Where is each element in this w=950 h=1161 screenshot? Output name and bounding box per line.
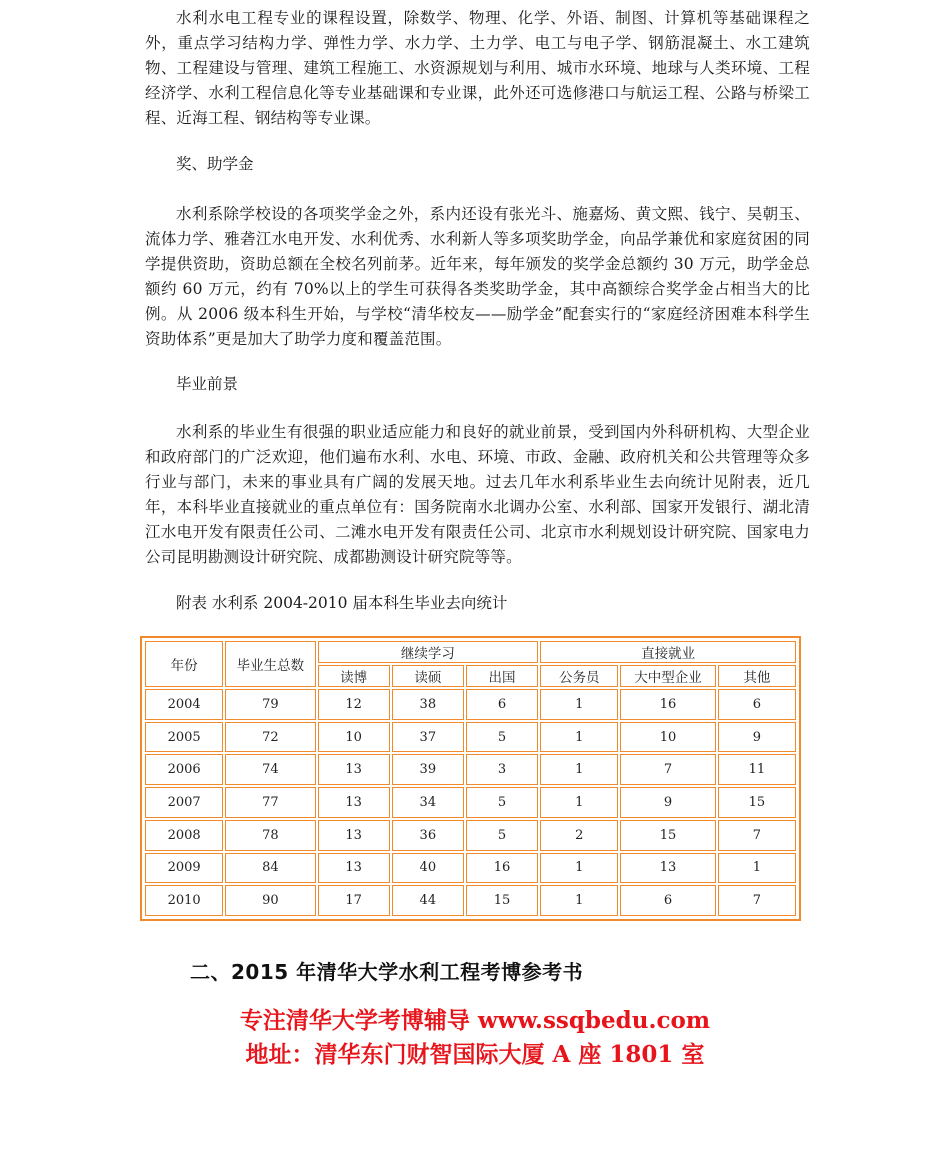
cell-total: 79 (225, 689, 315, 720)
cell-civil: 1 (540, 754, 618, 785)
cell-phd: 12 (318, 689, 390, 720)
cell-abroad: 5 (466, 820, 538, 851)
cell-master: 36 (392, 820, 464, 851)
cell-enterprise: 10 (620, 722, 715, 753)
cell-enterprise: 15 (620, 820, 715, 851)
header-phd: 读博 (318, 665, 390, 687)
table-row (145, 787, 796, 818)
cell-enterprise: 16 (620, 689, 715, 720)
cell-other: 11 (718, 754, 796, 785)
cell-master: 37 (392, 722, 464, 753)
cell-total: 74 (225, 754, 315, 785)
table-caption: 附表 水利系 2004-2010 届本科生毕业去向统计 (176, 594, 508, 612)
table-row (145, 689, 796, 720)
cell-abroad: 5 (466, 787, 538, 818)
header-group-study: 继续学习 (318, 641, 539, 663)
cell-phd: 17 (318, 885, 390, 916)
table-row (145, 885, 796, 916)
cell-master: 44 (392, 885, 464, 916)
cell-enterprise: 7 (620, 754, 715, 785)
cell-phd: 13 (318, 820, 390, 851)
cell-civil: 1 (540, 689, 618, 720)
header-master: 读硕 (392, 665, 464, 687)
cell-phd: 10 (318, 722, 390, 753)
cell-abroad: 15 (466, 885, 538, 916)
cell-civil: 1 (540, 787, 618, 818)
header-abroad: 出国 (466, 665, 538, 687)
cell-total: 72 (225, 722, 315, 753)
cell-other: 1 (718, 853, 796, 884)
cell-master: 34 (392, 787, 464, 818)
graduate-stats-table (143, 639, 798, 918)
header-total: 毕业生总数 (225, 641, 315, 687)
career-paragraph: 水利系的毕业生有很强的职业适应能力和良好的就业前景，受到国内外科研机构、大型企业和政府部门的广泛欢迎，他们遍布水利、水电、环境、市政、金融、政府机关和公共管理等众多行业与部门，未来的事业具有广阔的发展天地。过去几年水利系毕业生去向统计见附表，近几年，本科毕业直接就业的重点单位有：国务院南水北调办公室、水利部、国家开发银行、湖北清江水电开发有限责任公司、二滩水电开发有限责任公司、北京市水利规划设计研究院、国家电力公司昆明勘测设计研究院、成都勘测设计研究院等等。 (145, 423, 810, 566)
header-civil: 公务员 (540, 665, 618, 687)
table-row (145, 722, 796, 753)
cell-year: 2008 (145, 820, 223, 851)
header-other: 其他 (718, 665, 796, 687)
cell-civil: 1 (540, 853, 618, 884)
cell-total: 90 (225, 885, 315, 916)
cell-abroad: 3 (466, 754, 538, 785)
cell-abroad: 6 (466, 689, 538, 720)
cell-abroad: 5 (466, 722, 538, 753)
cell-year: 2006 (145, 754, 223, 785)
cell-year: 2009 (145, 853, 223, 884)
cell-abroad: 16 (466, 853, 538, 884)
career-heading: 毕业前景 (176, 375, 239, 393)
cell-total: 77 (225, 787, 315, 818)
cell-other: 6 (718, 689, 796, 720)
cell-year: 2005 (145, 722, 223, 753)
cell-enterprise: 13 (620, 853, 715, 884)
cell-total: 78 (225, 820, 315, 851)
intro-paragraph: 水利水电工程专业的课程设置，除数学、物理、化学、外语、制图、计算机等基础课程之外，重点学习结构力学、弹性力学、水力学、土力学、电工与电子学、钢筋混凝土、水工建筑物、工程建设与管理、建筑工程施工、水资源规划与利用、城市水环境、地球与人类环境、工程经济学、水利工程信息化等专业基础课和专业课，此外还可选修港口与航运工程、公路与桥梁工程、近海工程、钢结构等专业课。 (145, 9, 810, 127)
table-row (145, 853, 796, 884)
cell-other: 15 (718, 787, 796, 818)
ad-line-website: 专注清华大学考博辅导 www.ssqbedu.com (239, 1007, 711, 1034)
header-group-work: 直接就业 (540, 641, 796, 663)
awards-paragraph: 水利系除学校设的各项奖学金之外，系内还设有张光斗、施嘉炀、黄文熙、钱宁、吴朝玉、流体力学、雅砻江水电开发、水利优秀、水利新人等多项奖助学金，向品学兼优和家庭贫困的同学提供资助，资助总额在全校名列前茅。近年来，每年颁发的奖学金总额约 30 万元，助学金总额约 60 万元，约有 70%以上的学生可获得各类奖助学金，其中高额综合奖学金占相当大的比例。从 2006 级本科生开始，与学校“清华校友——励学金”配套实行的“家庭经济困难本科学生资助体系”更是加大了助学力度和覆盖范围。 (145, 205, 810, 348)
cell-enterprise: 6 (620, 885, 715, 916)
cell-other: 9 (718, 722, 796, 753)
cell-civil: 1 (540, 885, 618, 916)
cell-phd: 13 (318, 754, 390, 785)
graduate-stats-table-frame (140, 636, 801, 921)
table-row (145, 754, 796, 785)
cell-master: 38 (392, 689, 464, 720)
header-enterprise: 大中型企业 (620, 665, 715, 687)
cell-year: 2004 (145, 689, 223, 720)
ad-line-address: 地址：清华东门财智国际大厦 A 座 1801 室 (245, 1041, 705, 1068)
cell-master: 40 (392, 853, 464, 884)
cell-year: 2010 (145, 885, 223, 916)
section-heading: 二、2015 年清华大学水利工程考博参考书 (190, 960, 584, 984)
cell-enterprise: 9 (620, 787, 715, 818)
cell-civil: 2 (540, 820, 618, 851)
header-year: 年份 (145, 641, 223, 687)
cell-year: 2007 (145, 787, 223, 818)
table-row (145, 820, 796, 851)
awards-heading: 奖、助学金 (176, 155, 254, 173)
cell-civil: 1 (540, 722, 618, 753)
cell-phd: 13 (318, 853, 390, 884)
cell-master: 39 (392, 754, 464, 785)
cell-total: 84 (225, 853, 315, 884)
cell-other: 7 (718, 820, 796, 851)
cell-other: 7 (718, 885, 796, 916)
cell-phd: 13 (318, 787, 390, 818)
